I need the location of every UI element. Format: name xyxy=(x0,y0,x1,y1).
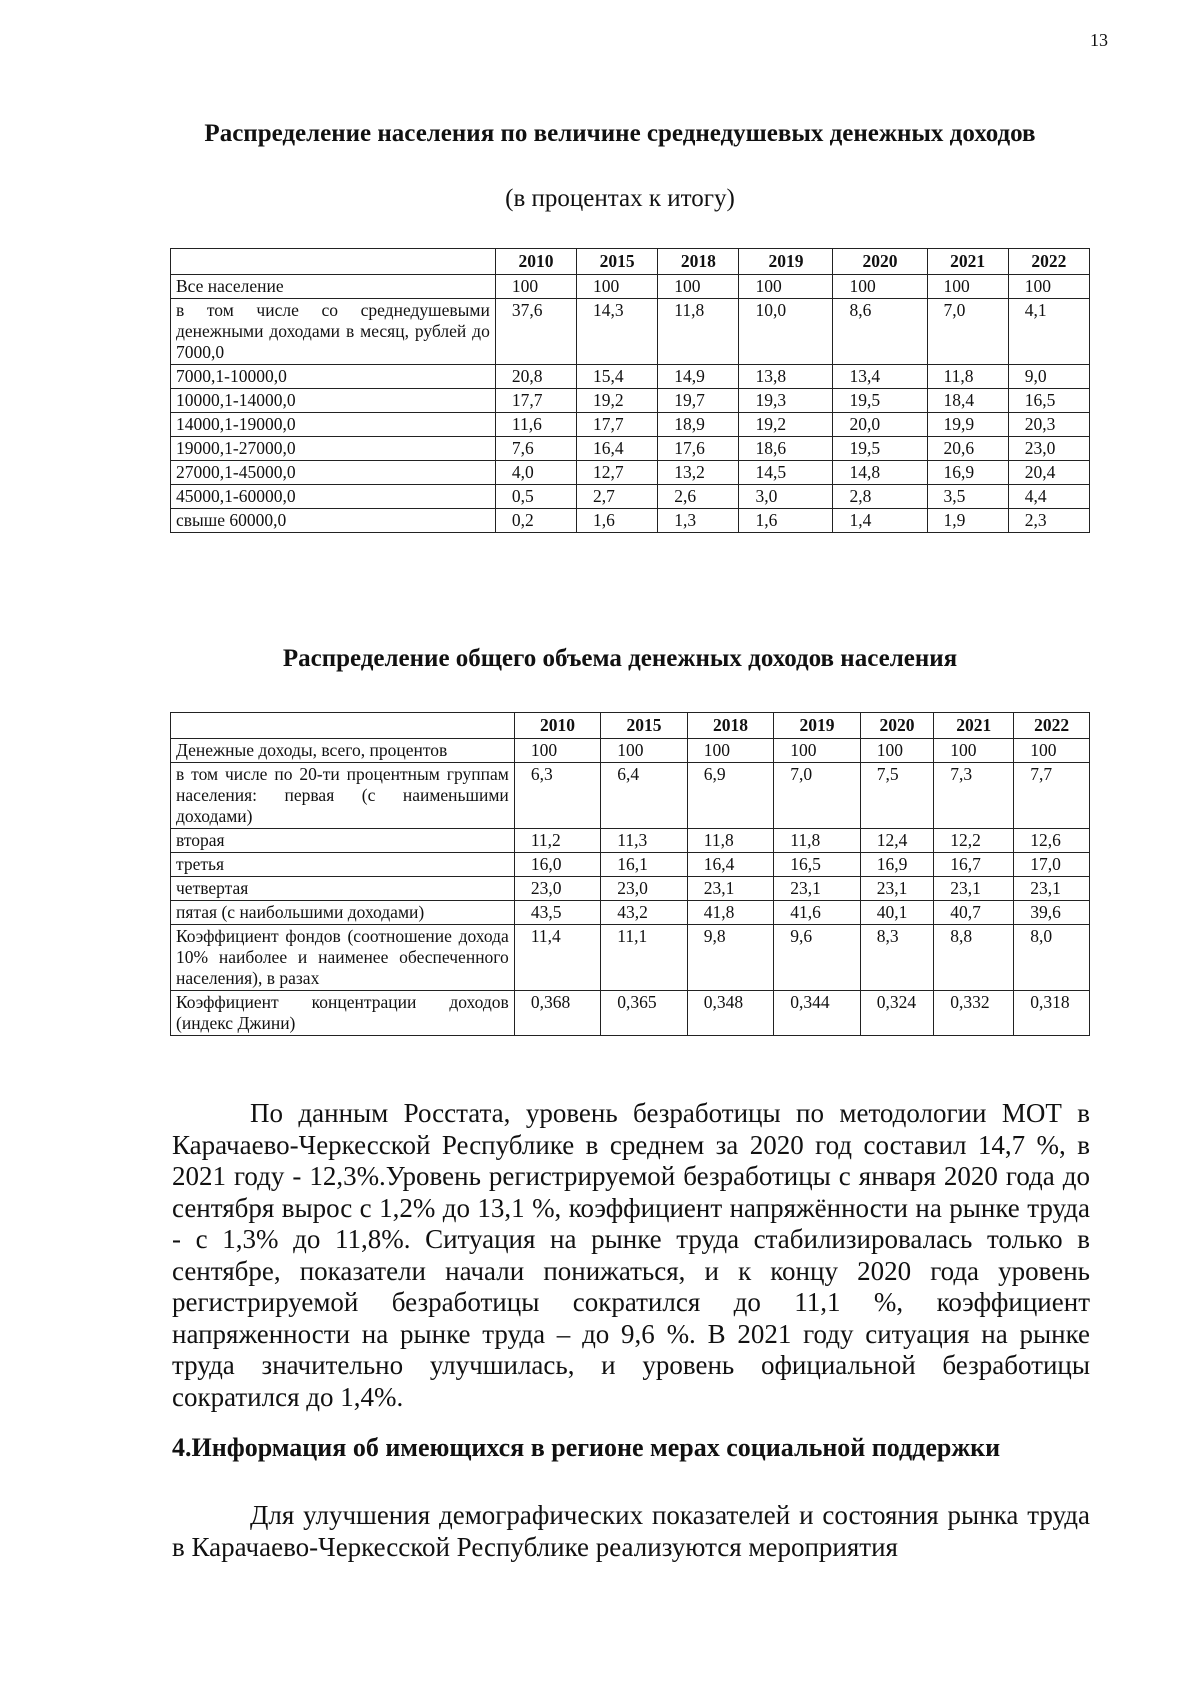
row-label: 27000,1-45000,0 xyxy=(171,461,496,485)
value-cell: 100 xyxy=(577,275,658,299)
value-cell: 7,0 xyxy=(927,299,1008,365)
value-cell: 0,318 xyxy=(1014,991,1090,1036)
value-cell: 39,6 xyxy=(1014,901,1090,925)
table-row xyxy=(171,461,1090,485)
header-row xyxy=(171,713,1090,739)
row-label: 19000,1-27000,0 xyxy=(171,437,496,461)
year-header: 2018 xyxy=(658,249,739,275)
value-cell: 2,6 xyxy=(658,485,739,509)
header-corner-cell xyxy=(171,713,515,739)
value-cell: 43,5 xyxy=(514,901,600,925)
value-cell: 40,7 xyxy=(934,901,1014,925)
value-cell: 7,5 xyxy=(860,763,934,829)
value-cell: 16,9 xyxy=(860,853,934,877)
value-cell: 19,7 xyxy=(658,389,739,413)
value-cell: 23,1 xyxy=(1014,877,1090,901)
value-cell: 0,332 xyxy=(934,991,1014,1036)
income-volume-table xyxy=(170,712,1090,1036)
value-cell: 1,6 xyxy=(577,509,658,533)
value-cell: 17,7 xyxy=(577,413,658,437)
value-cell: 0,344 xyxy=(774,991,860,1036)
row-label: Коэффициент концентрации доходов (индекс Джини) xyxy=(171,991,515,1036)
value-cell: 18,4 xyxy=(927,389,1008,413)
value-cell: 11,8 xyxy=(774,829,860,853)
value-cell: 18,9 xyxy=(658,413,739,437)
value-cell: 100 xyxy=(601,739,687,763)
value-cell: 40,1 xyxy=(860,901,934,925)
unemployment-paragraph: По данным Росстата, уровень безработицы по методологии МОТ в Карачаево-Черкесской Республике в среднем за 2020 год составил 14,7 %, в 2021 году - 12,3%.Уровень регистрируемой безработицы с января 2020 года до сентября вырос с 1,2% до 13,1 %, коэффициент напряжённости на рынке труда - с 1,3% до 11,8%. Ситуация на рынке труда стабилизировалась только в сентябре, показатели начали понижаться, и к концу 2020 года уровень регистрируемой безработицы сократился до 11,1 %, коэффициент напряженности на рынке труда – до 9,6 %. В 2021 году ситуация на рынке труда значительно улучшилась, и уровень официальной безработицы сократился до 1,4%. xyxy=(172,1098,1090,1412)
value-cell: 16,9 xyxy=(927,461,1008,485)
value-cell: 2,3 xyxy=(1008,509,1089,533)
value-cell: 100 xyxy=(1008,275,1089,299)
value-cell: 16,1 xyxy=(601,853,687,877)
value-cell: 100 xyxy=(1014,739,1090,763)
value-cell: 14,5 xyxy=(739,461,833,485)
value-cell: 19,3 xyxy=(739,389,833,413)
value-cell: 43,2 xyxy=(601,901,687,925)
value-cell: 19,9 xyxy=(927,413,1008,437)
row-label: пятая (с наибольшими доходами) xyxy=(171,901,515,925)
table-row xyxy=(171,853,1090,877)
row-label: в том числе по 20-ти процентным группам населения: первая (с наименьшими доходами) xyxy=(171,763,515,829)
value-cell: 13,2 xyxy=(658,461,739,485)
table-row xyxy=(171,901,1090,925)
row-label: Денежные доходы, всего, процентов xyxy=(171,739,515,763)
value-cell: 100 xyxy=(687,739,773,763)
value-cell: 100 xyxy=(495,275,576,299)
value-cell: 0,324 xyxy=(860,991,934,1036)
value-cell: 6,4 xyxy=(601,763,687,829)
value-cell: 11,8 xyxy=(687,829,773,853)
row-label: свыше 60000,0 xyxy=(171,509,496,533)
support-measures-paragraph: Для улучшения демографических показателей и состояния рынка труда в Карачаево-Черкесской Республике реализуются мероприятия xyxy=(172,1500,1090,1562)
value-cell: 23,1 xyxy=(860,877,934,901)
value-cell: 14,8 xyxy=(833,461,927,485)
value-cell: 20,4 xyxy=(1008,461,1089,485)
value-cell: 19,2 xyxy=(739,413,833,437)
row-label: в том числе со среднедушевыми денежными доходами в месяц, рублей до 7000,0 xyxy=(171,299,496,365)
value-cell: 100 xyxy=(860,739,934,763)
table1-body xyxy=(171,275,1090,533)
value-cell: 100 xyxy=(514,739,600,763)
year-header: 2015 xyxy=(601,713,687,739)
year-header: 2020 xyxy=(860,713,934,739)
row-label: Коэффициент фондов (соотношение дохода 10% наиболее и наименее обеспеченного населения), в разах xyxy=(171,925,515,991)
value-cell: 23,1 xyxy=(774,877,860,901)
value-cell: 100 xyxy=(658,275,739,299)
table-row xyxy=(171,829,1090,853)
table1-title: Распределение населения по величине среднедушевых денежных доходов xyxy=(204,120,1036,147)
value-cell: 14,3 xyxy=(577,299,658,365)
year-header: 2021 xyxy=(934,713,1014,739)
row-label: 14000,1-19000,0 xyxy=(171,413,496,437)
value-cell: 9,0 xyxy=(1008,365,1089,389)
value-cell: 17,6 xyxy=(658,437,739,461)
value-cell: 19,2 xyxy=(577,389,658,413)
value-cell: 9,6 xyxy=(774,925,860,991)
year-header: 2021 xyxy=(927,249,1008,275)
year-header: 2019 xyxy=(739,249,833,275)
table-row xyxy=(171,413,1090,437)
table2-header xyxy=(171,713,1090,739)
value-cell: 8,6 xyxy=(833,299,927,365)
page-number: 13 xyxy=(1090,30,1108,50)
year-header: 2010 xyxy=(495,249,576,275)
table-row xyxy=(171,877,1090,901)
value-cell: 8,0 xyxy=(1014,925,1090,991)
value-cell: 100 xyxy=(833,275,927,299)
value-cell: 1,9 xyxy=(927,509,1008,533)
value-cell: 0,365 xyxy=(601,991,687,1036)
table-row xyxy=(171,389,1090,413)
value-cell: 15,4 xyxy=(577,365,658,389)
table-row xyxy=(171,509,1090,533)
value-cell: 1,6 xyxy=(739,509,833,533)
value-cell: 17,7 xyxy=(495,389,576,413)
value-cell: 0,348 xyxy=(687,991,773,1036)
value-cell: 3,0 xyxy=(739,485,833,509)
value-cell: 16,4 xyxy=(577,437,658,461)
value-cell: 2,8 xyxy=(833,485,927,509)
value-cell: 23,0 xyxy=(601,877,687,901)
value-cell: 16,0 xyxy=(514,853,600,877)
value-cell: 0,2 xyxy=(495,509,576,533)
table-row xyxy=(171,485,1090,509)
year-header: 2019 xyxy=(774,713,860,739)
row-label: вторая xyxy=(171,829,515,853)
table1-header xyxy=(171,249,1090,275)
value-cell: 11,8 xyxy=(658,299,739,365)
year-header: 2022 xyxy=(1008,249,1089,275)
row-label: 7000,1-10000,0 xyxy=(171,365,496,389)
year-header: 2018 xyxy=(687,713,773,739)
value-cell: 41,6 xyxy=(774,901,860,925)
row-label: четвертая xyxy=(171,877,515,901)
row-label: 10000,1-14000,0 xyxy=(171,389,496,413)
value-cell: 100 xyxy=(739,275,833,299)
section-heading: 4.Информация об имеющихся в регионе мерах социальной поддержки xyxy=(172,1433,1001,1462)
value-cell: 6,9 xyxy=(687,763,773,829)
value-cell: 7,0 xyxy=(774,763,860,829)
value-cell: 37,6 xyxy=(495,299,576,365)
value-cell: 12,4 xyxy=(860,829,934,853)
value-cell: 13,8 xyxy=(739,365,833,389)
table-row xyxy=(171,739,1090,763)
value-cell: 1,3 xyxy=(658,509,739,533)
value-cell: 17,0 xyxy=(1014,853,1090,877)
value-cell: 23,1 xyxy=(687,877,773,901)
value-cell: 0,5 xyxy=(495,485,576,509)
value-cell: 12,7 xyxy=(577,461,658,485)
value-cell: 19,5 xyxy=(833,437,927,461)
value-cell: 9,8 xyxy=(687,925,773,991)
value-cell: 100 xyxy=(927,275,1008,299)
value-cell: 11,3 xyxy=(601,829,687,853)
value-cell: 19,5 xyxy=(833,389,927,413)
table2-title: Распределение общего объема денежных доходов населения xyxy=(282,645,958,672)
value-cell: 11,6 xyxy=(495,413,576,437)
value-cell: 20,6 xyxy=(927,437,1008,461)
income-distribution-table xyxy=(170,248,1090,533)
value-cell: 41,8 xyxy=(687,901,773,925)
year-header: 2010 xyxy=(514,713,600,739)
value-cell: 2,7 xyxy=(577,485,658,509)
value-cell: 6,3 xyxy=(514,763,600,829)
row-label: Все население xyxy=(171,275,496,299)
table-row xyxy=(171,763,1090,829)
value-cell: 18,6 xyxy=(739,437,833,461)
value-cell: 14,9 xyxy=(658,365,739,389)
value-cell: 20,3 xyxy=(1008,413,1089,437)
value-cell: 1,4 xyxy=(833,509,927,533)
value-cell: 100 xyxy=(774,739,860,763)
table1-subtitle: (в процентах к итогу) xyxy=(505,185,735,212)
value-cell: 20,0 xyxy=(833,413,927,437)
row-label: 45000,1-60000,0 xyxy=(171,485,496,509)
value-cell: 16,5 xyxy=(774,853,860,877)
value-cell: 7,3 xyxy=(934,763,1014,829)
value-cell: 3,5 xyxy=(927,485,1008,509)
value-cell: 11,4 xyxy=(514,925,600,991)
value-cell: 11,1 xyxy=(601,925,687,991)
table-row xyxy=(171,365,1090,389)
value-cell: 4,0 xyxy=(495,461,576,485)
year-header: 2015 xyxy=(577,249,658,275)
value-cell: 23,0 xyxy=(514,877,600,901)
row-label: третья xyxy=(171,853,515,877)
value-cell: 20,8 xyxy=(495,365,576,389)
value-cell: 16,4 xyxy=(687,853,773,877)
value-cell: 16,7 xyxy=(934,853,1014,877)
value-cell: 23,1 xyxy=(934,877,1014,901)
value-cell: 11,2 xyxy=(514,829,600,853)
value-cell: 23,0 xyxy=(1008,437,1089,461)
table2-body xyxy=(171,739,1090,1036)
table-row xyxy=(171,925,1090,991)
value-cell: 11,8 xyxy=(927,365,1008,389)
header-corner-cell xyxy=(171,249,496,275)
value-cell: 7,6 xyxy=(495,437,576,461)
value-cell: 8,8 xyxy=(934,925,1014,991)
value-cell: 100 xyxy=(934,739,1014,763)
value-cell: 4,4 xyxy=(1008,485,1089,509)
table-row xyxy=(171,991,1090,1036)
value-cell: 10,0 xyxy=(739,299,833,365)
value-cell: 13,4 xyxy=(833,365,927,389)
table-row xyxy=(171,299,1090,365)
value-cell: 16,5 xyxy=(1008,389,1089,413)
value-cell: 12,6 xyxy=(1014,829,1090,853)
year-header: 2022 xyxy=(1014,713,1090,739)
header-row xyxy=(171,249,1090,275)
value-cell: 0,368 xyxy=(514,991,600,1036)
table-row xyxy=(171,437,1090,461)
value-cell: 12,2 xyxy=(934,829,1014,853)
table-row xyxy=(171,275,1090,299)
year-header: 2020 xyxy=(833,249,927,275)
value-cell: 8,3 xyxy=(860,925,934,991)
value-cell: 7,7 xyxy=(1014,763,1090,829)
value-cell: 4,1 xyxy=(1008,299,1089,365)
